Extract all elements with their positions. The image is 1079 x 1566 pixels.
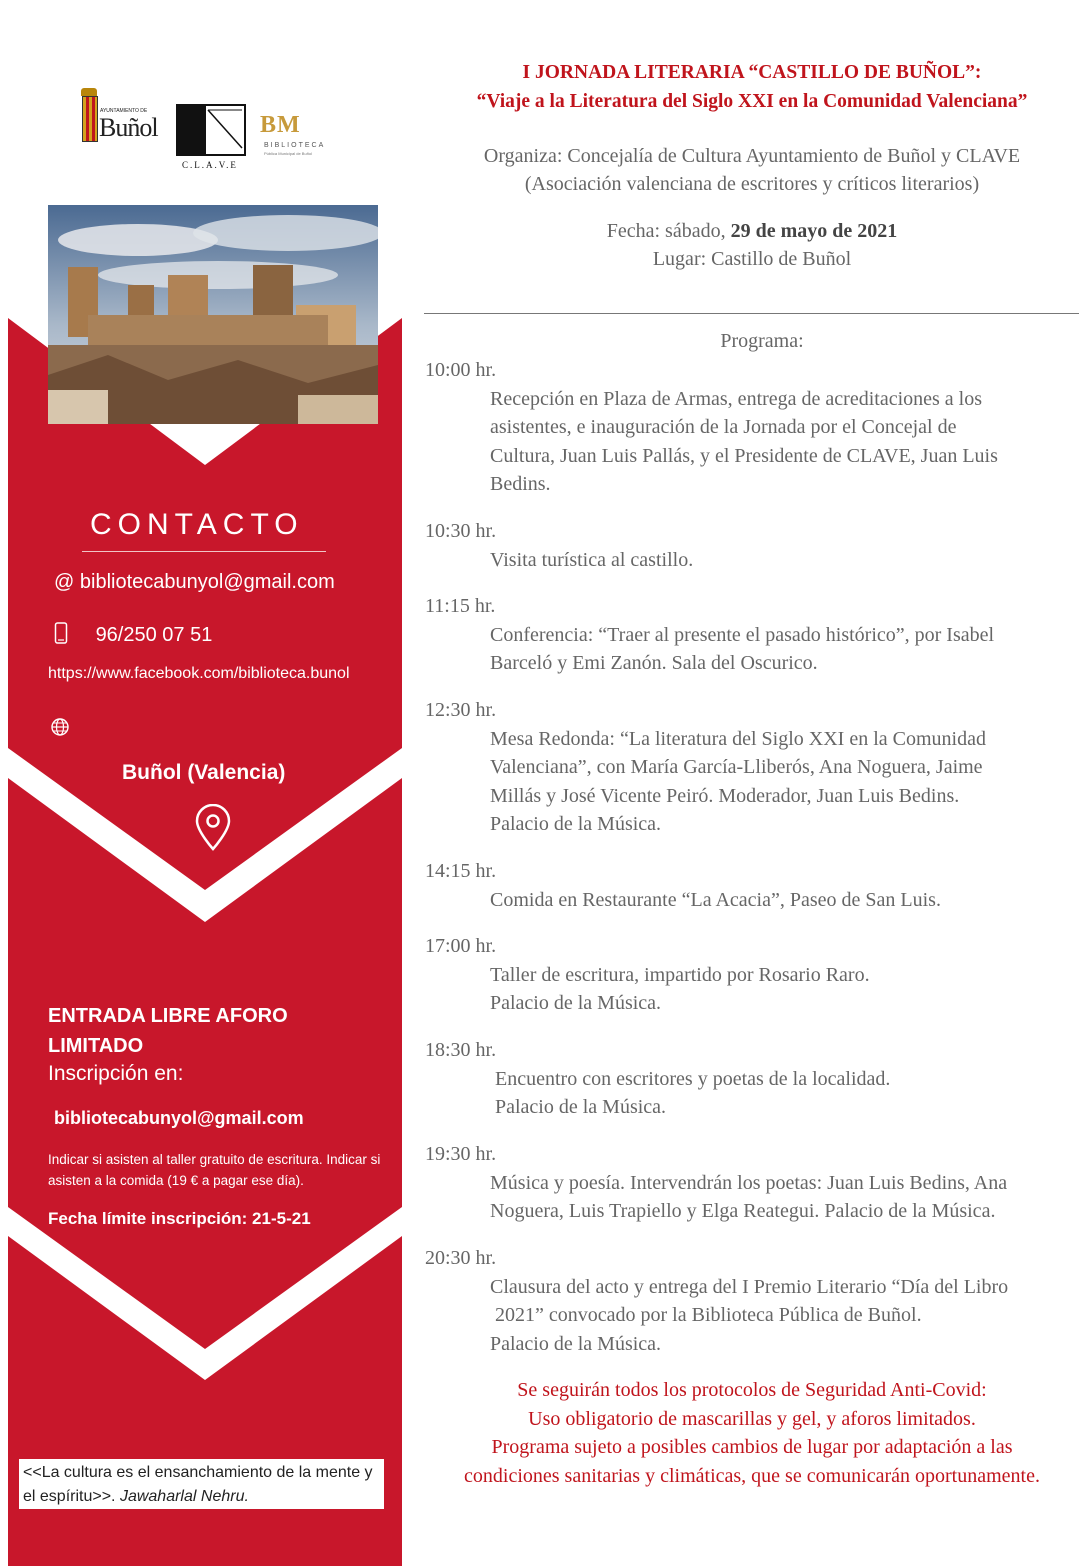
date-value: 29 de mayo de 2021 bbox=[730, 220, 898, 242]
programa-line: Palacio de la Música. bbox=[490, 1096, 667, 1118]
programa-time: 11:15 hr. bbox=[425, 595, 496, 617]
programa-line: Bedins. bbox=[490, 473, 551, 495]
header-divider bbox=[424, 313, 1079, 314]
contact-phone-row[interactable] bbox=[54, 622, 212, 647]
contact-title: CONTACTO bbox=[90, 508, 304, 541]
programa-heading: Programa: bbox=[720, 330, 804, 352]
programa-line: Visita turística al castillo. bbox=[490, 548, 694, 571]
inscripcion-notes: Indicar si asisten al taller gratuito de escritura. Indicar si asisten a la comida (19 € a pagar ese día). bbox=[48, 1152, 381, 1188]
event-title: I JORNADA LITERARIA “CASTILLO DE BUÑOL”: bbox=[522, 62, 982, 83]
clave-key-icon bbox=[176, 104, 246, 156]
programa-line: Mesa Redonda: “La literatura del Siglo XXI en la Comunidad bbox=[490, 727, 986, 750]
entrada-libre: ENTRADA LIBRE AFORO LIMITADO bbox=[48, 1005, 288, 1057]
programa-item bbox=[425, 1036, 1075, 1122]
biblioteca-mark: BM bbox=[260, 112, 301, 138]
quote-box bbox=[19, 1459, 384, 1509]
programa-time: 20:30 hr. bbox=[425, 1247, 497, 1269]
quote-author: Jawaharlal Nehru. bbox=[119, 1488, 249, 1505]
programa-line: Millás y José Vicente Peiró. Moderador, Juan Luis Bedins. bbox=[490, 784, 960, 807]
event-place: Lugar: Castillo de Buñol bbox=[652, 248, 852, 270]
programa-description bbox=[425, 725, 1075, 839]
fecha-limite: Fecha límite inscripción: 21-5-21 bbox=[48, 1209, 311, 1228]
programa-line: Cultura, Juan Luis Pallás, y el Presidente de CLAVE, Juan Luis bbox=[490, 444, 998, 467]
programa-line: Valenciana”, con María García-Lliberós, Ana Noguera, Jaime bbox=[490, 756, 983, 778]
programa-line: Encuentro con escritores y poetas de la localidad. bbox=[490, 1067, 891, 1090]
organizer-association: (Asociación valenciana de escritores y críticos literarios) bbox=[524, 173, 980, 195]
programa-time: 18:30 hr. bbox=[425, 1039, 497, 1061]
biblioteca-subtext: Pública Municipal de Buñol bbox=[264, 151, 313, 156]
programa-line: Taller de escritura, impartido por Rosario Raro. bbox=[490, 963, 870, 986]
programa-line: Comida en Restaurante “La Acacia”, Paseo de San Luis. bbox=[490, 888, 941, 911]
programa-description bbox=[425, 1273, 1075, 1359]
clave-text: C.L.A.V.E bbox=[182, 160, 238, 170]
programa-line: Música y poesía. Intervendrán los poetas: Juan Luis Bedins, Ana bbox=[490, 1171, 1008, 1194]
programa-item bbox=[425, 696, 1075, 839]
ayuntamiento-bunyol-logo bbox=[78, 86, 158, 146]
phone-icon bbox=[54, 622, 68, 644]
facebook-link[interactable]: https://www.facebook.com/biblioteca.bunol bbox=[48, 665, 350, 682]
contact-email[interactable]: bibliotecabunyol@gmail.com bbox=[79, 571, 335, 593]
programa-line: Barceló y Emi Zanón. Sala del Oscurico. bbox=[490, 652, 818, 674]
programa-time: 10:00 hr. bbox=[425, 359, 497, 381]
covid-line: Programa sujeto a posibles cambios de lugar por adaptación a las bbox=[491, 1436, 1013, 1458]
biblioteca-logo bbox=[258, 112, 336, 162]
programa-item bbox=[425, 517, 1075, 574]
programa-time: 14:15 hr. bbox=[425, 860, 497, 882]
event-subtitle: “Viaje a la Literatura del Siglo XXI en la Comunidad Valenciana” bbox=[476, 91, 1028, 112]
programa-time: 10:30 hr. bbox=[425, 520, 497, 542]
programa-description bbox=[425, 961, 1075, 1018]
event-date bbox=[425, 217, 1079, 245]
organizer-block bbox=[425, 142, 1079, 198]
biblioteca-text: BIBLIOTECA bbox=[264, 142, 326, 149]
programa-line: Palacio de la Música. bbox=[490, 992, 662, 1014]
programa-item bbox=[425, 592, 1075, 678]
programa-item bbox=[425, 857, 1075, 914]
programa-line: Palacio de la Música. bbox=[490, 813, 662, 835]
clave-logo bbox=[176, 104, 248, 174]
programa-line: Recepción en Plaza de Armas, entrega de acreditaciones a los bbox=[490, 387, 983, 410]
quote-text: <<La cultura es el ensanchamiento de la mente y el espíritu>>. bbox=[23, 1464, 373, 1505]
organizer-line: Organiza: Concejalía de Cultura Ayuntamiento de Buñol y CLAVE bbox=[483, 145, 1021, 167]
logos-row bbox=[78, 80, 338, 180]
programa-time: 17:00 hr. bbox=[425, 935, 497, 957]
programa-description bbox=[425, 621, 1075, 678]
contact-email-row[interactable] bbox=[54, 571, 335, 594]
programa-item bbox=[425, 356, 1075, 499]
programa-line: Conferencia: “Traer al presente el pasado histórico”, por Isabel bbox=[490, 623, 995, 646]
programa-item bbox=[425, 932, 1075, 1018]
map-pin-icon bbox=[193, 804, 233, 852]
covid-line: Se seguirán todos los protocolos de Seguridad Anti-Covid: bbox=[517, 1379, 987, 1401]
inscripcion-label: Inscripción en: bbox=[48, 1062, 184, 1085]
programa-description bbox=[425, 1065, 1075, 1122]
date-label: Fecha: sábado, bbox=[606, 220, 726, 242]
programa-line: Noguera, Luis Trapiello y Elga Reategui. Palacio de la Música. bbox=[490, 1200, 996, 1222]
programa-line: Palacio de la Música. bbox=[490, 1332, 662, 1355]
covid-line: condiciones sanitarias y climáticas, que se comunicarán oportunamente. bbox=[464, 1464, 1040, 1487]
programa-line: Clausura del acto y entrega del I Premio Literario “Día del Libro bbox=[490, 1275, 1009, 1298]
programa-description bbox=[425, 546, 1075, 575]
programa-line: 2021” convocado por la Biblioteca Pública de Buñol. bbox=[490, 1304, 922, 1326]
logo-name: Buñol bbox=[99, 113, 158, 142]
location-label: Buñol (Valencia) bbox=[122, 761, 286, 784]
programa-description bbox=[425, 886, 1075, 915]
programa-description bbox=[425, 385, 1075, 499]
programa-item bbox=[425, 1244, 1075, 1358]
covid-line: Uso obligatorio de mascarillas y gel, y aforos limitados. bbox=[528, 1407, 976, 1430]
programa-time: 19:30 hr. bbox=[425, 1143, 497, 1165]
contact-divider bbox=[82, 551, 326, 552]
programa-time: 12:30 hr. bbox=[425, 699, 497, 721]
at-icon: @ bbox=[54, 571, 75, 593]
globe-icon bbox=[50, 717, 70, 737]
programa-description bbox=[425, 1169, 1075, 1226]
covid-notice bbox=[420, 1376, 1079, 1490]
date-place-block bbox=[425, 217, 1079, 273]
coat-of-arms-icon bbox=[82, 96, 98, 142]
contact-sidebar bbox=[8, 0, 402, 1566]
inscripcion-email[interactable]: bibliotecabunyol@gmail.com bbox=[54, 1108, 304, 1128]
contact-phone[interactable]: 96/250 07 51 bbox=[95, 624, 213, 646]
crown-icon bbox=[81, 88, 97, 96]
programa-line: asistentes, e inauguración de la Jornada por el Concejal de bbox=[490, 416, 957, 438]
logo-small-text: AYUNTAMIENTO DE bbox=[100, 108, 148, 114]
castle-photo bbox=[48, 205, 378, 424]
programa-item bbox=[425, 1140, 1075, 1226]
